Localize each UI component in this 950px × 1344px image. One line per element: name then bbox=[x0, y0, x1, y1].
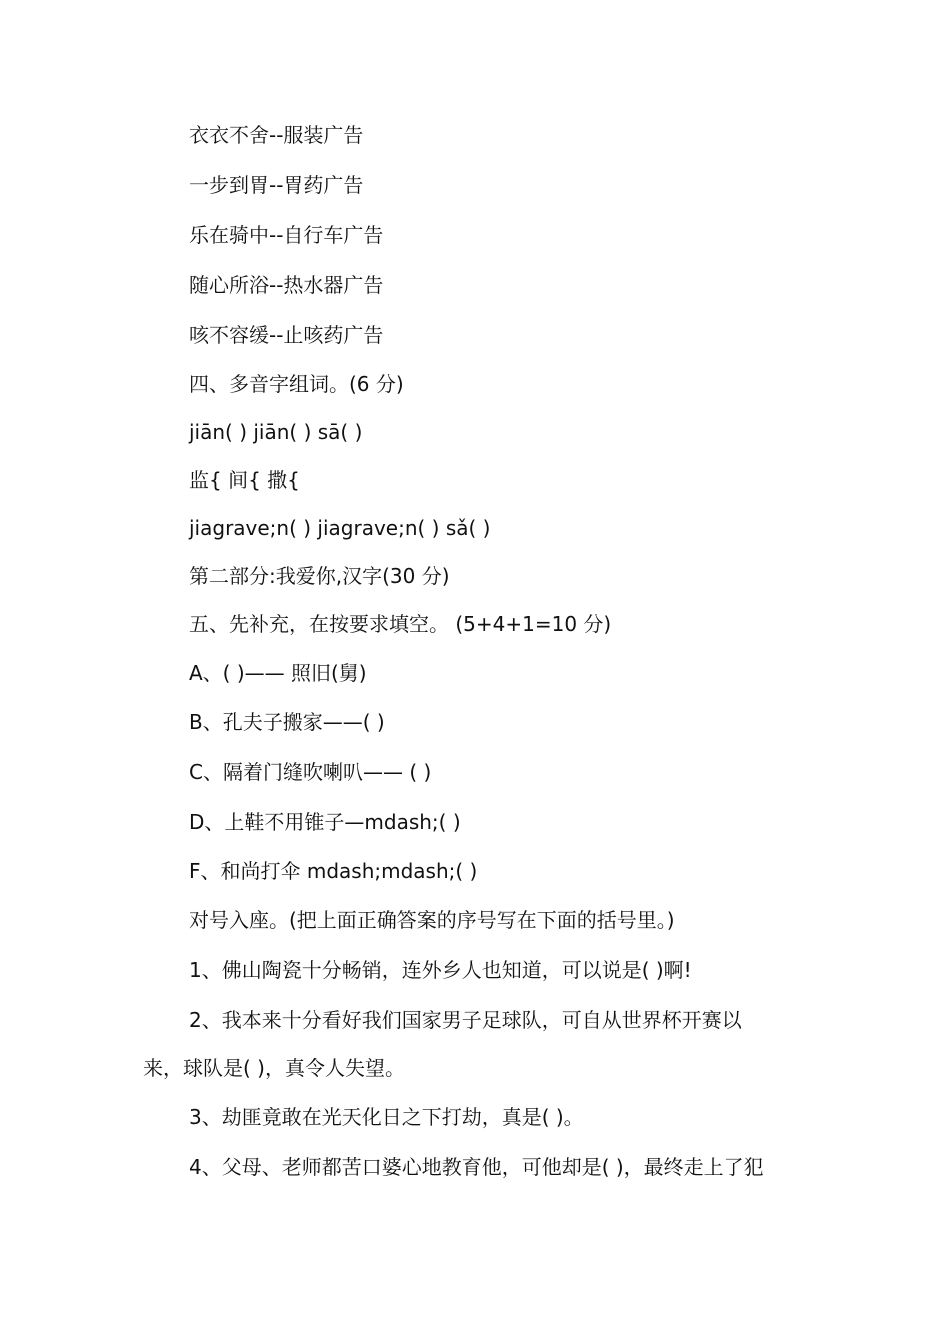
item-c: C、隔着门缝吹喇叭—— ( ) bbox=[189, 760, 432, 784]
ad-line-stomach: 一步到胃--胃药广告 bbox=[189, 173, 364, 197]
question-1: 1、佛山陶瓷十分畅销，连外乡人也知道，可以说是( )啊! bbox=[189, 958, 692, 982]
ad-line-water-heater: 随心所浴--热水器广告 bbox=[189, 273, 384, 297]
character-line: 监{ 间{ 撒{ bbox=[189, 468, 300, 492]
item-a: A、( )—— 照旧(舅) bbox=[189, 661, 367, 685]
ad-line-bicycle: 乐在骑中--自行车广告 bbox=[189, 223, 384, 247]
ad-line-clothing: 衣衣不舍--服装广告 bbox=[189, 123, 364, 147]
matching-instruction: 对号入座。(把上面正确答案的序号写在下面的括号里。) bbox=[189, 908, 675, 932]
item-b: B、孔夫子搬家——( ) bbox=[189, 710, 385, 734]
question-2-line-1: 2、我本来十分看好我们国家男子足球队，可自从世界杯开赛以 bbox=[189, 1008, 742, 1032]
pinyin-line-2: jiagrave;n( ) jiagrave;n( ) sǎ( ) bbox=[189, 516, 491, 540]
item-d: D、上鞋不用锥子—mdash;( ) bbox=[189, 810, 461, 834]
question-3: 3、劫匪竟敢在光天化日之下打劫，真是( )。 bbox=[189, 1105, 584, 1129]
item-f: F、和尚打伞 mdash;mdash;( ) bbox=[189, 859, 478, 883]
section-heading-five: 五、先补充，在按要求填空。 (5+4+1=10 分) bbox=[189, 612, 612, 636]
section-heading-polyphone: 四、多音字组词。(6 分) bbox=[189, 372, 404, 396]
question-4: 4、父母、老师都苦口婆心地教育他，可他却是( )，最终走上了犯 bbox=[189, 1155, 764, 1179]
ad-line-cough: 咳不容缓--止咳药广告 bbox=[189, 323, 384, 347]
pinyin-line-1: jiān( ) jiān( ) sā( ) bbox=[189, 420, 363, 444]
question-2-line-2: 来，球队是( )，真令人失望。 bbox=[143, 1056, 405, 1080]
part-two-heading: 第二部分:我爱你,汉字(30 分) bbox=[189, 564, 450, 588]
